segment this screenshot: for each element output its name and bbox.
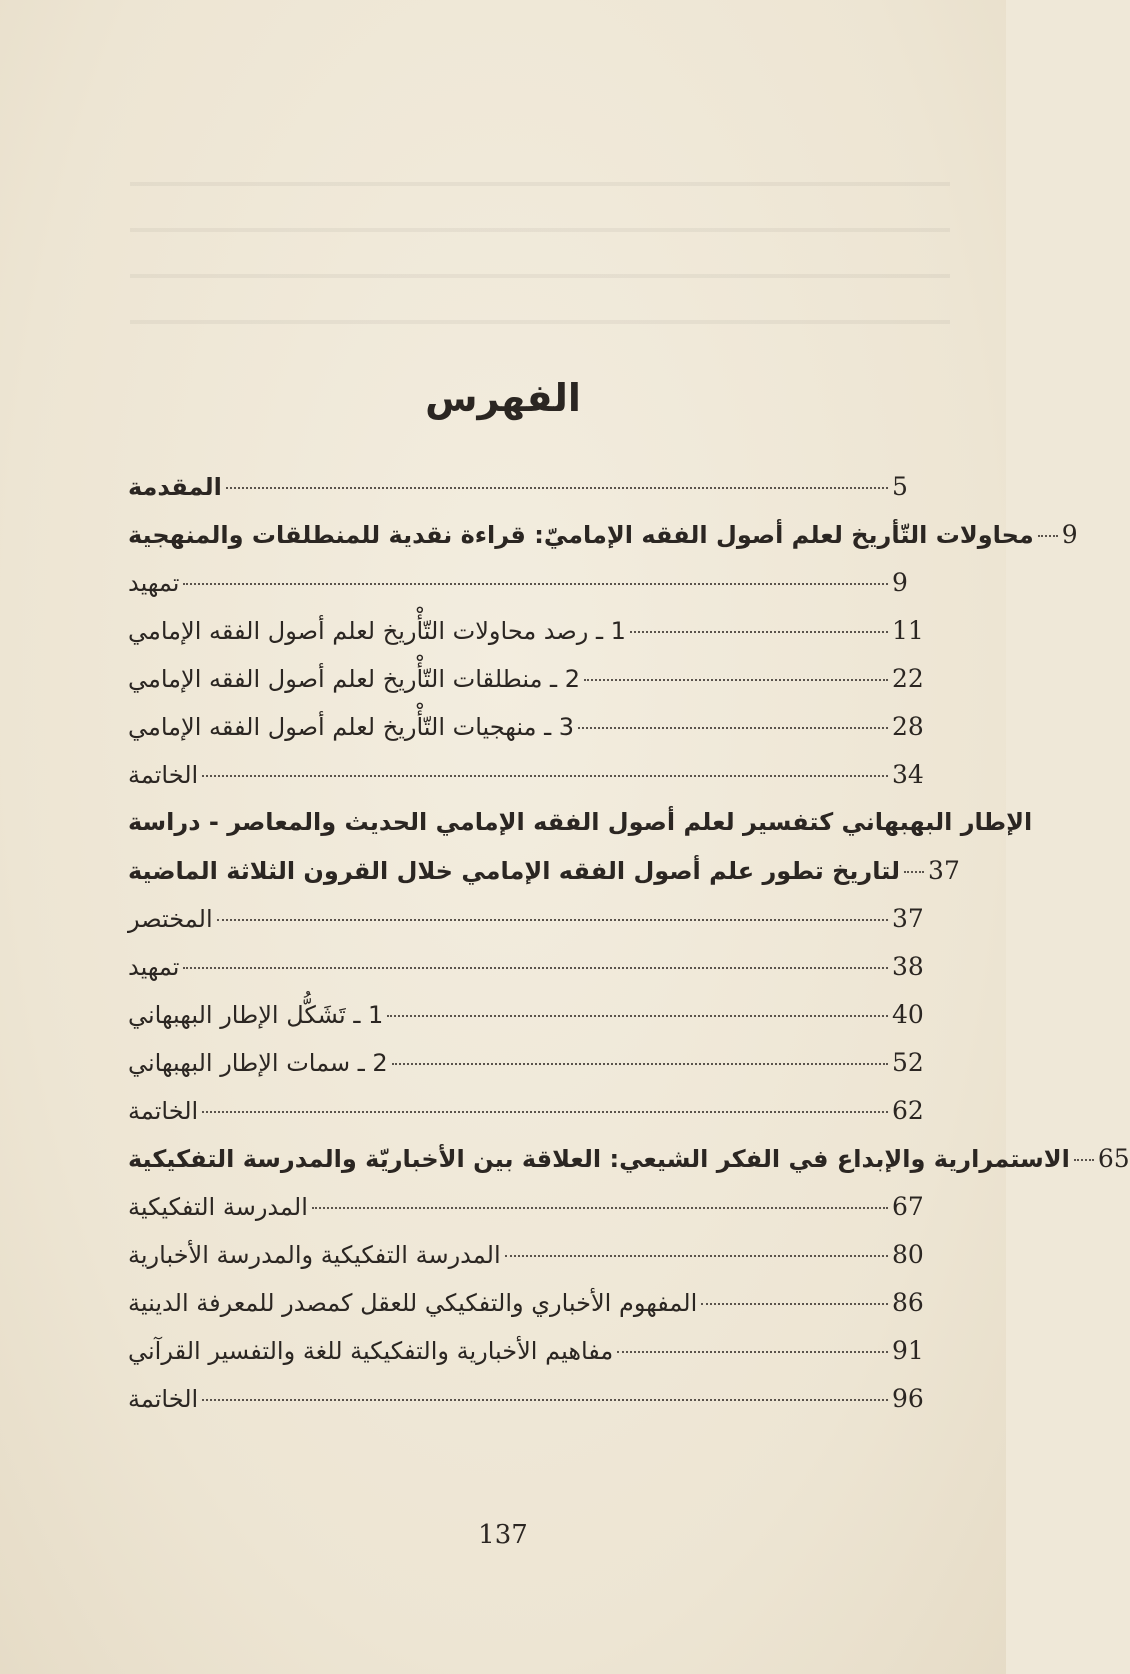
toc-entry (128, 1240, 928, 1288)
dot-leader (183, 583, 888, 585)
dot-leader (387, 1015, 888, 1017)
toc-entry-page: 28 (892, 712, 924, 741)
dot-leader (1074, 1159, 1094, 1161)
dot-leader (392, 1063, 888, 1065)
toc-entry-page: 9 (1061, 520, 1078, 549)
toc-entry-title: الخاتمة (128, 761, 199, 789)
toc-entry-title: الاستمرارية والإبداع في الفكر الشيعي: العلاقة بين الأخباريّة والمدرسة التفكيكية (128, 1145, 1070, 1173)
dot-leader (202, 775, 888, 777)
dot-leader (217, 919, 888, 921)
dot-leader (584, 679, 888, 681)
toc-entry (128, 1000, 928, 1048)
toc-entry-page: 11 (892, 616, 924, 645)
dot-leader (202, 1111, 888, 1113)
toc-entry-page: 22 (892, 664, 924, 693)
dot-leader (226, 487, 888, 489)
toc-entry-title: المختصر (128, 905, 213, 933)
toc-entry (128, 616, 928, 664)
toc-entry-page: 52 (892, 1048, 924, 1077)
toc-entry-title: محاولات التّأريخ لعلم أصول الفقه الإماميّ: قراءة نقدية للمنطلقات والمنهجية (128, 521, 1034, 549)
dot-leader (904, 871, 924, 873)
toc-entry (128, 520, 1078, 568)
page-title: الفهرس (425, 376, 581, 420)
toc-entry-title: 2 ـ سمات الإطار البهبهاني (128, 1049, 388, 1077)
toc-entry (128, 760, 928, 808)
dot-leader (1038, 535, 1058, 537)
toc-entry-page: 38 (892, 952, 924, 981)
toc-entry (128, 1192, 928, 1240)
page-number: 137 (478, 1520, 528, 1550)
toc-entry-title: الإطار البهبهاني كتفسير لعلم أصول الفقه الإمامي الحديث والمعاصر - دراسة (128, 808, 1033, 836)
toc-entry (128, 1336, 928, 1384)
toc-entry (128, 952, 928, 1000)
toc-entry-page: 5 (892, 472, 908, 501)
dot-leader (183, 967, 888, 969)
toc-entry-page: 37 (928, 856, 960, 885)
dot-leader (312, 1207, 888, 1209)
toc-entry (128, 856, 960, 904)
toc-entry (128, 664, 928, 712)
toc-entry (128, 472, 928, 520)
toc-entry-title: 3 ـ منهجيات التّأْريخ لعلم أصول الفقه الإمامي (128, 713, 575, 741)
toc-entry-page: 67 (892, 1192, 924, 1221)
toc-entry-page: 40 (892, 1000, 924, 1029)
toc-entry-title: تمهيد (128, 953, 180, 981)
toc-entry-title: المفهوم الأخباري والتفكيكي للعقل كمصدر للمعرفة الدينية (128, 1289, 698, 1317)
dot-leader (578, 727, 888, 729)
toc-entry-page: 34 (892, 760, 924, 789)
dot-leader (505, 1255, 888, 1257)
toc-entry-title: الخاتمة (128, 1385, 199, 1413)
toc-entry (128, 1096, 928, 1144)
toc-entry (128, 1384, 928, 1432)
toc-entry-title: تمهيد (128, 569, 180, 597)
toc-entry-page: 65 (1097, 1144, 1130, 1173)
toc-entry-title: المدرسة التفكيكية والمدرسة الأخبارية (128, 1241, 501, 1269)
toc-entry (128, 712, 928, 760)
toc-entry-page: 62 (892, 1096, 924, 1125)
toc-entry-title: 2 ـ منطلقات التّأْريخ لعلم أصول الفقه الإمامي (128, 665, 580, 693)
toc-entry-title: 1 ـ رصد محاولات التّأْريخ لعلم أصول الفقه الإمامي (128, 617, 626, 645)
toc-entry-page: 80 (892, 1240, 924, 1269)
toc-entry-title: لتاريخ تطور علم أصول الفقه الإمامي خلال القرون الثلاثة الماضية (128, 857, 901, 885)
toc-entry (128, 568, 928, 616)
dot-leader (630, 631, 888, 633)
toc-entry-title: المدرسة التفكيكية (128, 1193, 308, 1221)
toc-entry-title: مفاهيم الأخبارية والتفكيكية للغة والتفسير القرآني (128, 1337, 614, 1365)
toc-entry-page: 91 (892, 1336, 924, 1365)
toc-entry-page: 96 (892, 1384, 924, 1413)
toc-entry-page: 86 (892, 1288, 924, 1317)
toc-entry-title: الخاتمة (128, 1097, 199, 1125)
toc-entry (128, 1048, 928, 1096)
dot-leader (202, 1399, 888, 1401)
toc-entry (128, 1144, 1130, 1192)
toc-entry (128, 904, 928, 952)
toc-entry-page: 37 (892, 904, 924, 933)
toc-entry (128, 808, 1033, 856)
toc-entry-title: المقدمة (128, 473, 222, 501)
toc-entry-page: 9 (892, 568, 908, 597)
toc-entry-title: 1 ـ تَشَكُّل الإطار البهبهاني (128, 1001, 384, 1029)
dot-leader (617, 1351, 888, 1353)
bleed-through-texture (130, 140, 950, 340)
dot-leader (701, 1303, 888, 1305)
toc-entry (128, 1288, 928, 1336)
table-of-contents (128, 472, 1130, 1432)
